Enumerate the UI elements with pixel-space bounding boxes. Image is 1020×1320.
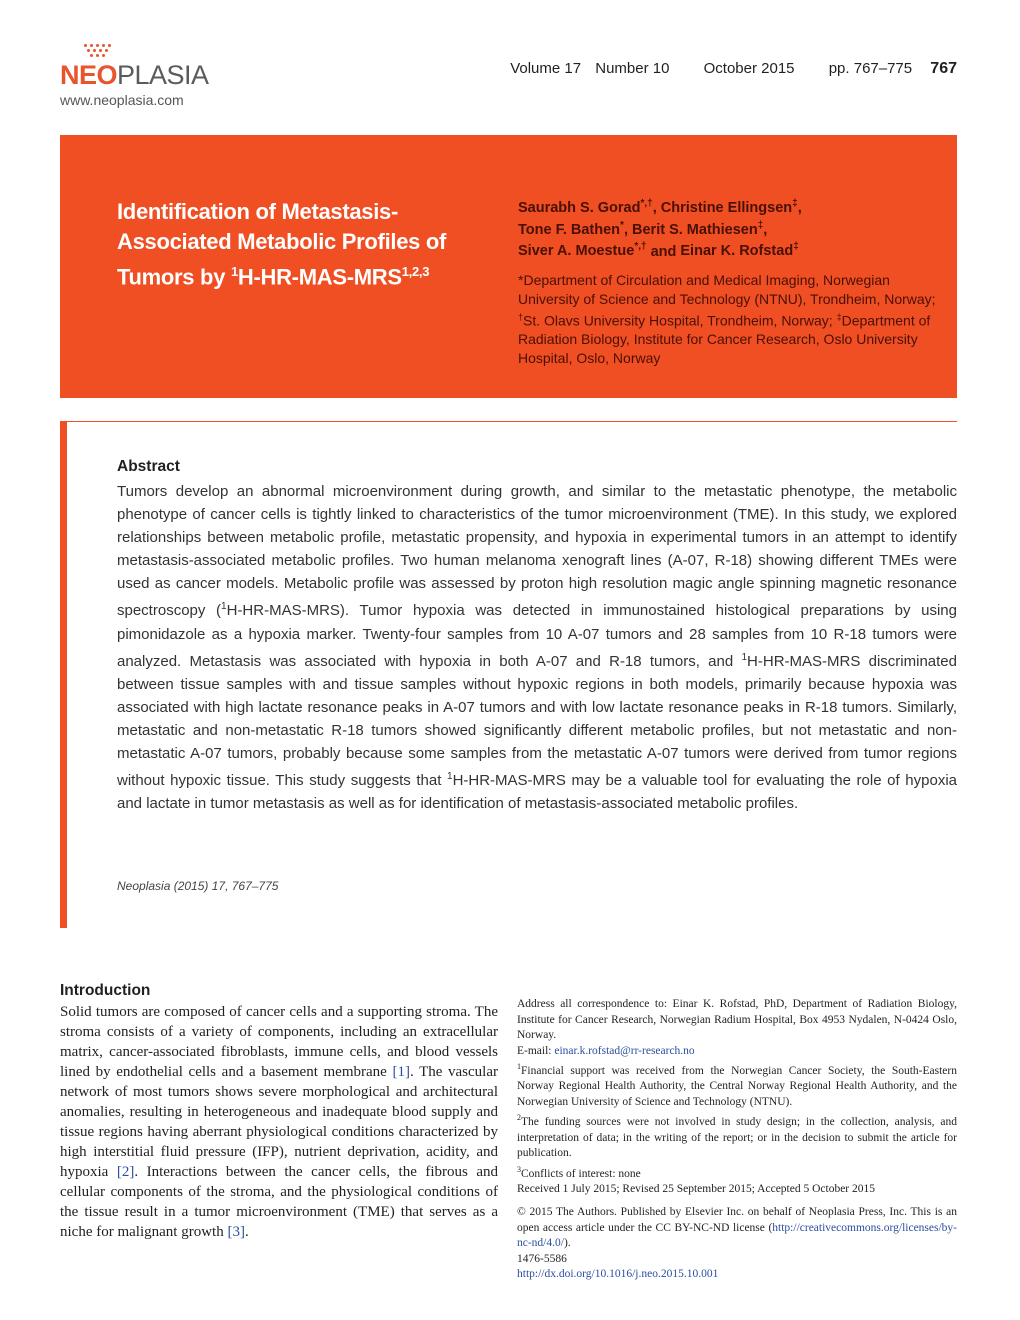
journal-logo[interactable] (60, 44, 210, 114)
copyright: © 2015 The Authors. Published by Elsevier Inc. on behalf of Neoplasia Press, Inc. This is an open access article under the CC BY-NC-ND license (http://creativecommons.org/licenses/by-nc-nd/4.0/). (517, 1206, 957, 1250)
journal-url[interactable]: www.neoplasia.com (60, 92, 184, 108)
title-banner (60, 135, 957, 398)
issn: 1476-5586 (517, 1252, 567, 1265)
author[interactable]: Siver A. Moestue*,† (518, 241, 647, 260)
intro-heading: Introduction (60, 982, 151, 999)
affiliations: *Department of Circulation and Medical Imaging, Norwegian University of Science and Technology (NTNU), Trondheim, Norway; †St. Olavs University Hospital, Trondheim, Norway; ‡Department of Radiation Biology, Institute for Cancer Research, Oslo University Hospital, Oslo, Norway (518, 272, 936, 366)
issue-number: Number 10 (595, 60, 670, 77)
author[interactable]: Einar K. Rofstad‡ (680, 241, 799, 260)
abstract-heading: Abstract (117, 458, 180, 475)
page-number: 767 (930, 60, 957, 77)
footnote-2: $^2$The funding sources were not involved in study design; in the collection, analysis, and interpretation of data; in the writing of the report; or in the decision to submit the article for publication. (517, 1113, 957, 1160)
issue-header (500, 60, 957, 78)
article-title: Identification of Metastasis-Associated Metabolic Profiles of Tumors by $^1$H-HR-MAS-MRS$^{1,2,3}$ (117, 199, 447, 290)
intro-text: Solid tumors are composed of cancer cells and a supporting stroma. The stroma consists of a variety of components, including an extracellular matrix, cancer-associated fibroblasts, immune cells, and blood vessels lined by endothelial cells and a basement membrane [1]. The vascular network of most tumors shows severe morphological and architectural anomalies, resulting in heterogeneous and inadequate blood supply and tissue regions having aberrant physiological conditions characterized by high interstitial fluid pressure (IFP), nutrient deprivation, acidity, and hypoxia [2]. Interactions between the cancer cells, the fibrous and cellular components of the stroma, and the physiological conditions of the tissue result in a tumor microenvironment (TME) that serves as a niche for malignant growth [3]. (60, 1004, 498, 1240)
email-link[interactable]: einar.k.rofstad@rr-research.no (554, 1044, 695, 1057)
doi-link[interactable]: http://dx.doi.org/10.1016/j.neo.2015.10.001 (517, 1268, 719, 1281)
correspondence-email: E-mail: einar.k.rofstad@rr-research.no (517, 1044, 695, 1057)
reference-link[interactable]: [1] (392, 1064, 410, 1080)
author[interactable]: Saurabh S. Gorad*,† (518, 198, 653, 216)
footnote-3: $^3$Conflicts of interest: none (517, 1164, 641, 1180)
article-notes (517, 997, 957, 1283)
logo-wordmark: NEOPLASIA (60, 60, 209, 90)
author[interactable]: Berit S. Mathiesen‡ (632, 219, 764, 238)
correspondence-address: Address all correspondence to: Einar K. Rofstad, PhD, Department of Radiation Biology, Institute for Cancer Research, Norwegian Radium Hospital, Box 4953 Nydalen, N-0424 Oslo, Norway. (517, 998, 957, 1041)
author[interactable]: Tone F. Bathen* (518, 219, 624, 238)
license-link[interactable]: http://creativecommons.org/licenses/by-nc-nd/4.0/ (517, 1221, 957, 1250)
author-list: Saurabh S. Gorad*,†, Christine Ellingsen‡, Tone F. Bathen*, Berit S. Mathiesen‡, Siver A. Moestue*,† and Einar K. Rofstad‡ (518, 198, 802, 260)
page-range: pp. 767–775 (828, 60, 913, 77)
reference-link[interactable]: [2] (116, 1164, 135, 1180)
issue-date: October 2015 (703, 60, 795, 77)
footnote-1: $^1$Financial support was received from the Norwegian Cancer Society, the South-Eastern Norway Regional Health Authority, the Central Norway Regional Health Authority, and the Norwegian University of Science and Technology (NTNU). (517, 1062, 957, 1108)
citation: Neoplasia (2015) 17, 767–775 (117, 879, 279, 893)
reference-link[interactable]: [3] (227, 1224, 245, 1240)
volume: Volume 17 (510, 60, 582, 77)
author[interactable]: Christine Ellingsen‡ (660, 198, 798, 216)
received-dates: Received 1 July 2015; Revised 25 September 2015; Accepted 5 October 2015 (517, 1182, 876, 1195)
abstract-text: Tumors develop an abnormal microenvironment during growth, and similar to the metastatic phenotype, the metabolic phenotype of cancer cells is tightly linked to characteristics of the tumor microenvironment (TME). In this study, we explored relationships between metabolic profile, metastatic propensity, and hypoxia in experimental tumors in an attempt to identify metastasis-associated metabolic profiles. Two human melanoma xenograft lines (A-07, R-18) showing different TMEs were used as cancer models. Metabolic profile was assessed by proton high resolution magic angle spinning magnetic resonance spectroscopy ($^1$H-HR-MAS-MRS). Tumor hypoxia was detected in immunostained histological preparations by using pimonidazole as a hypoxia marker. Twenty-four samples from 10 A-07 tumors and 28 samples from 10 R-18 tumors were analyzed. Metastasis was associated with hypoxia in both A-07 and R-18 tumors, and $^1$H-HR-MAS-MRS discriminated between tissue samples with and tissue samples without hypoxic regions in both models, primarily because hypoxia was associated with high lactate resonance peaks in A-07 tumors and with low lactate resonance peaks in R-18 tumors. Similarly, metastatic and non-metastatic R-18 tumors showed significantly different metabolic profiles, but not metastatic and non-metastatic A-07 tumors, probably because some samples from the metastatic A-07 tumors were derived from tumor regions without hypoxic tissue. This study suggests that $^1$H-HR-MAS-MRS may be a valuable tool for evaluating the role of hypoxia and lactate in tumor metastasis as well as for identification of metastasis-associated metabolic profiles. (117, 483, 957, 813)
logo-dots-icon (84, 44, 112, 58)
